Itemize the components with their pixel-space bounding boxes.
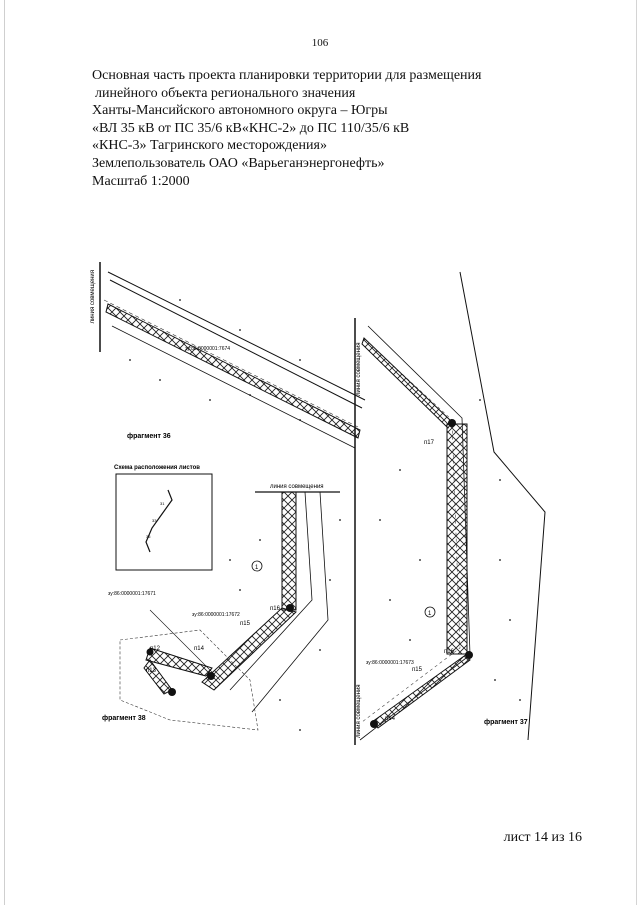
match-line-label-f36: линия совмещения (90, 270, 96, 324)
pylon-label-p16: п16 (270, 606, 280, 612)
pylon-label-p12: п12 (150, 646, 160, 652)
layout-scheme-title: Схема расположения листов (114, 465, 200, 471)
pylon-label-p16b: п16 (444, 649, 454, 655)
layout-scheme (114, 465, 212, 570)
sheet-number: лист 14 из 16 (503, 830, 582, 845)
heading-line-5: «КНС-3» Тагринского месторождения» (92, 138, 327, 154)
page-number: 106 (311, 37, 329, 49)
parcel-label-f37: зу:86:0000001:17673 (366, 660, 414, 666)
svg-text:33: 33 (152, 518, 157, 523)
parcel-label-f38a: зу:86:0000001:17671 (108, 591, 156, 597)
pylon-label-p14: п14 (194, 646, 204, 652)
power-line-f36 (106, 304, 360, 438)
fragment-38-label: фрагмент 38 (102, 715, 146, 722)
parcel-label-f38b: зу:86:0000001:17672 (192, 612, 240, 618)
match-line-label-f37b: линия совмещения (356, 684, 362, 738)
heading-line-3: Ханты-Мансийского автономного округа – Югры (92, 103, 388, 119)
fragment-36 (90, 262, 365, 448)
fragment-37 (355, 272, 545, 745)
layout-scheme-frame (116, 474, 212, 570)
match-line-label-f38: линия совмещения (270, 484, 324, 490)
line-marker-label-f37: 1 (428, 611, 432, 617)
match-line-label-f37: линия совмещения (356, 342, 362, 396)
heading-line-4: «ВЛ 35 кВ от ПС 35/6 кВ«КНС-2» до ПС 110/35/6 кВ (92, 120, 410, 136)
pylon-label-p14b: п14 (385, 716, 395, 722)
svg-text:31: 31 (160, 501, 165, 506)
pylon-label-p13: п13 (146, 668, 156, 674)
pylon-label-p17: п17 (424, 440, 434, 446)
svg-text:35: 35 (146, 534, 151, 539)
parcel-label-f36: зу:86:0000001:7674 (185, 346, 231, 352)
heading-line-2: линейного объекта регионального значения (95, 85, 356, 101)
fragment-36-label: фрагмент 36 (127, 433, 171, 440)
power-line-f38-vertical (282, 492, 296, 610)
pylon-label-p15: п15 (240, 621, 250, 627)
heading-line-6: Землепользователь ОАО «Варьеганэнергонефть» (92, 155, 385, 171)
heading-line-7: Масштаб 1:2000 (92, 173, 190, 189)
heading-line-1: Основная часть проекта планировки территории для размещения (92, 68, 482, 83)
pylon-label-p15b: п15 (412, 667, 422, 673)
fragment-38 (102, 484, 340, 730)
fragment-37-label: фрагмент 37 (484, 719, 528, 726)
power-line-f37-vertical (447, 424, 467, 654)
power-line-f37-upper (362, 338, 452, 428)
line-marker-label-f38: 1 (255, 565, 259, 571)
